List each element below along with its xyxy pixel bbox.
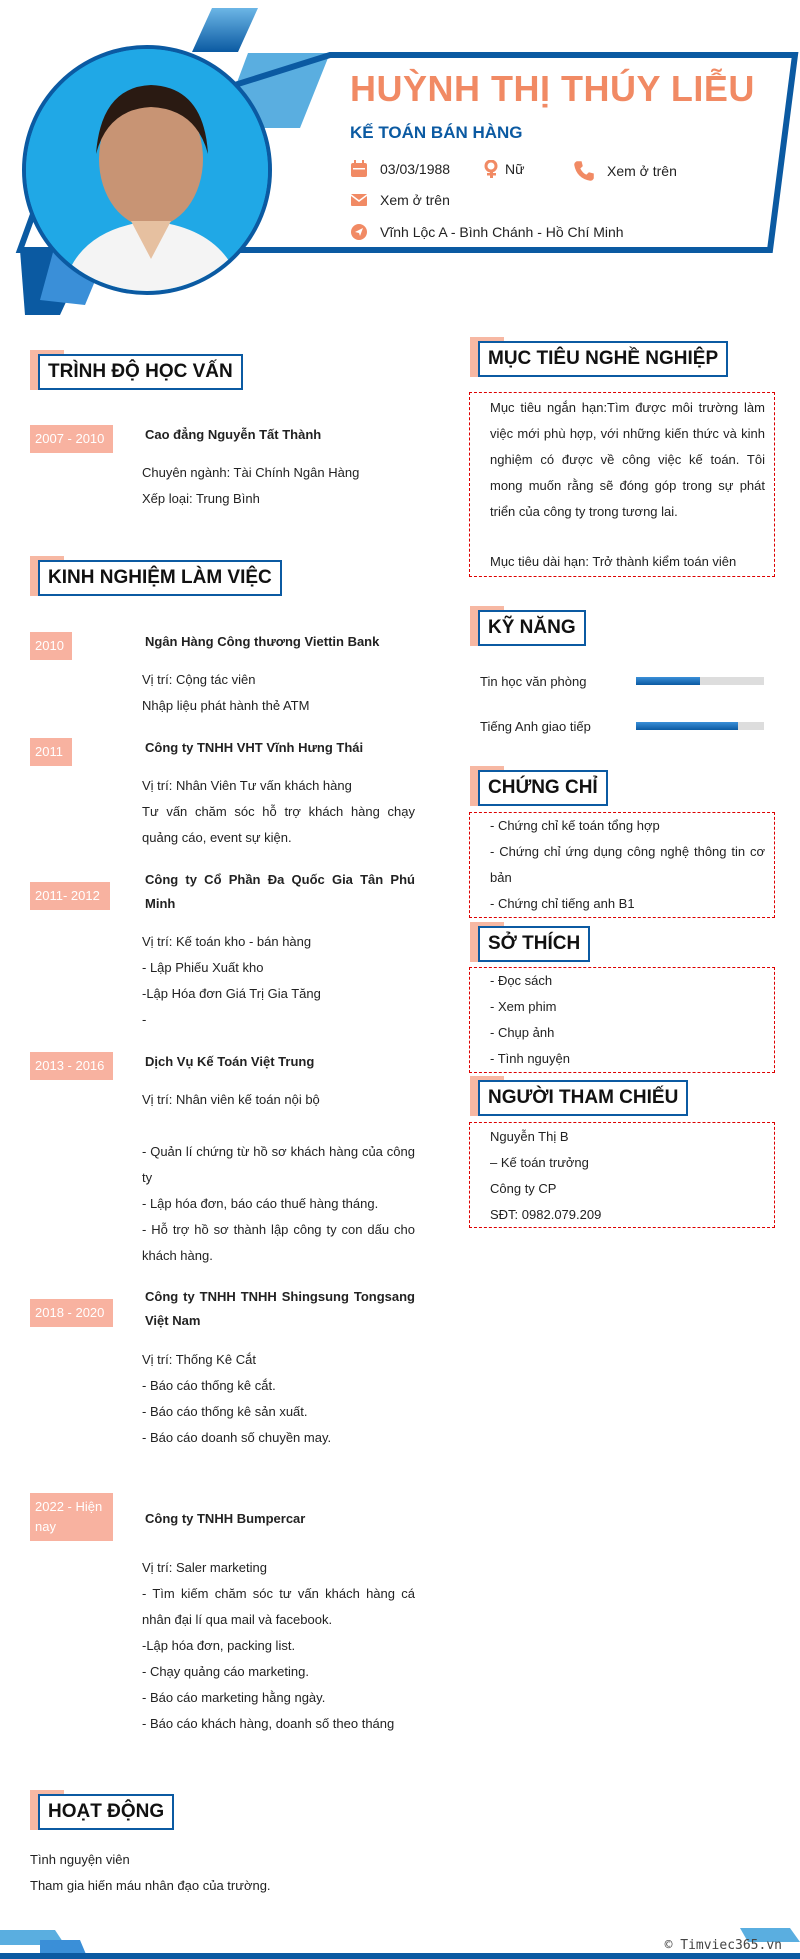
job-line: - Báo cáo doanh số chuyền may.: [142, 1430, 332, 1445]
job-company: Ngân Hàng Công thương Viettin Bank: [145, 634, 380, 649]
email-row: [350, 191, 450, 209]
job-line: -: [142, 1012, 147, 1027]
email-value: Xem ở trên: [380, 192, 450, 208]
address-row: [350, 223, 624, 241]
job-years: 2011: [30, 738, 72, 766]
phone-row: [573, 160, 677, 182]
phone-value: Xem ở trên: [607, 163, 677, 179]
job-line: - Quản lí chứng từ hồ sơ khách hàng của công ty: [142, 1144, 415, 1185]
phone-icon: [573, 160, 595, 182]
job-line: Vị trí: Nhân Viên Tư vấn khách hàng: [142, 778, 352, 793]
job-line: - Báo cáo thống kê cắt.: [142, 1378, 276, 1393]
job-line: - Lập hóa đơn, báo cáo thuế hàng tháng.: [142, 1196, 379, 1211]
mail-icon: [350, 191, 368, 209]
job-company: Công ty TNHH VHT Vĩnh Hưng Thái: [145, 740, 364, 755]
calendar-icon: [350, 160, 368, 178]
gender-row: [483, 160, 524, 178]
job-line: - Lập Phiếu Xuất kho: [142, 960, 264, 975]
certificate-line: - Chứng chỉ tiếng anh B1: [490, 896, 635, 911]
job-line: - Báo cáo thống kê sản xuất.: [142, 1404, 308, 1419]
job-line: Vị trí: Nhân viên kế toán nội bộ: [142, 1092, 320, 1107]
job-line: - Hỗ trợ hồ sơ thành lập công ty con dấu cho khách hàng.: [142, 1222, 415, 1263]
job-line: Vị trí: Thống Kê Cắt: [142, 1352, 256, 1367]
job-company: Dịch Vụ Kế Toán Việt Trung: [145, 1054, 315, 1069]
certificate-line: - Chứng chỉ ứng dụng công nghệ thông tin cơ bản: [490, 844, 765, 885]
job-title: KẾ TOÁN BÁN HÀNG: [350, 123, 523, 142]
job-line: Nhập liệu phát hành thẻ ATM: [142, 698, 310, 713]
birthday-value: 03/03/1988: [380, 161, 451, 177]
hobby-line: - Xem phim: [490, 999, 557, 1014]
job-years: 2022 - Hiện nay: [30, 1493, 113, 1541]
education-years: 2007 - 2010: [30, 425, 113, 453]
skill-level-bar: [636, 677, 764, 685]
job-line: - Báo cáo khách hàng, doanh số theo tháng: [142, 1716, 395, 1731]
profile-photo: [26, 49, 272, 295]
education-major: Chuyên ngành: Tài Chính Ngân Hàng: [142, 465, 360, 480]
job-years: 2011- 2012: [30, 882, 110, 910]
job-line: Tư vấn chăm sóc hỗ trợ khách hàng chạy quảng cáo, event sự kiện.: [142, 804, 415, 845]
hobby-line: - Chụp ảnh: [490, 1025, 555, 1040]
job-line: - Chạy quảng cáo marketing.: [142, 1664, 309, 1679]
skill-name: Tin học văn phòng: [480, 674, 587, 689]
job-line: -Lập Hóa đơn Giá Trị Gia Tăng: [142, 986, 321, 1001]
job-line: - Tìm kiếm chăm sóc tư vấn khách hàng cá nhân đại lí qua mail và facebook.: [142, 1586, 415, 1627]
job-company: Công ty Cổ Phần Đa Quốc Gia Tân Phú Minh: [145, 872, 415, 911]
job-line: Vị trí: Saler marketing: [142, 1560, 267, 1575]
gender-value: Nữ: [505, 161, 525, 177]
hobby-line: - Tình nguyện: [490, 1051, 570, 1066]
job-company: Công ty TNHH Bumpercar: [145, 1511, 306, 1526]
hobby-line: - Đọc sách: [490, 973, 553, 988]
job-line: Vị trí: Kế toán kho - bán hàng: [142, 934, 312, 949]
watermark: © Timviec365.vn: [664, 1938, 782, 1953]
education-grade: Xếp loại: Trung Bình: [142, 491, 260, 506]
reference-line: SĐT: 0982.079.209: [490, 1207, 602, 1222]
skill-level-bar: [636, 722, 764, 730]
candidate-name: HUỲNH THỊ THÚY LIỄU: [350, 68, 755, 109]
activity-line: Tham gia hiến máu nhân đạo của trường.: [30, 1878, 271, 1893]
education-school: Cao đẳng Nguyễn Tất Thành: [145, 427, 322, 442]
reference-line: – Kế toán trưởng: [490, 1155, 589, 1170]
job-years: 2018 - 2020: [30, 1299, 113, 1327]
address-value: Vĩnh Lộc A - Bình Chánh - Hồ Chí Minh: [380, 224, 624, 240]
activity-line: Tình nguyện viên: [30, 1852, 130, 1867]
job-years: 2013 - 2016: [30, 1052, 113, 1080]
reference-line: Công ty CP: [490, 1181, 557, 1196]
gender-icon: [483, 160, 501, 178]
job-line: Vị trí: Cộng tác viên: [142, 672, 256, 687]
certificate-line: - Chứng chỉ kế toán tổng hợp: [490, 818, 660, 833]
job-company: Công ty TNHH TNHH Shingsung Tongsang Việt Nam: [145, 1289, 415, 1328]
job-line: - Báo cáo marketing hằng ngày.: [142, 1690, 326, 1705]
avatar: [22, 45, 272, 295]
job-line: -Lập hóa đơn, packing list.: [142, 1638, 296, 1653]
objective-short-term: Mục tiêu ngắn hạn:Tìm được môi trường làm việc mới phù hợp, với những kiến thức và kinh nghiệm có được về công việc kế toán. Tôi mong muốn rằng sẽ đóng góp trong sự phát triển của công ty trong tương lai.: [490, 400, 765, 519]
objective-long-term: Mục tiêu dài hạn: Trở thành kiểm toán viên: [490, 554, 737, 569]
reference-line: Nguyễn Thị B: [490, 1129, 569, 1144]
job-years: 2010: [30, 632, 72, 660]
location-icon: [350, 223, 368, 241]
skill-name: Tiếng Anh giao tiếp: [480, 719, 591, 734]
birthday-row: [350, 160, 450, 178]
